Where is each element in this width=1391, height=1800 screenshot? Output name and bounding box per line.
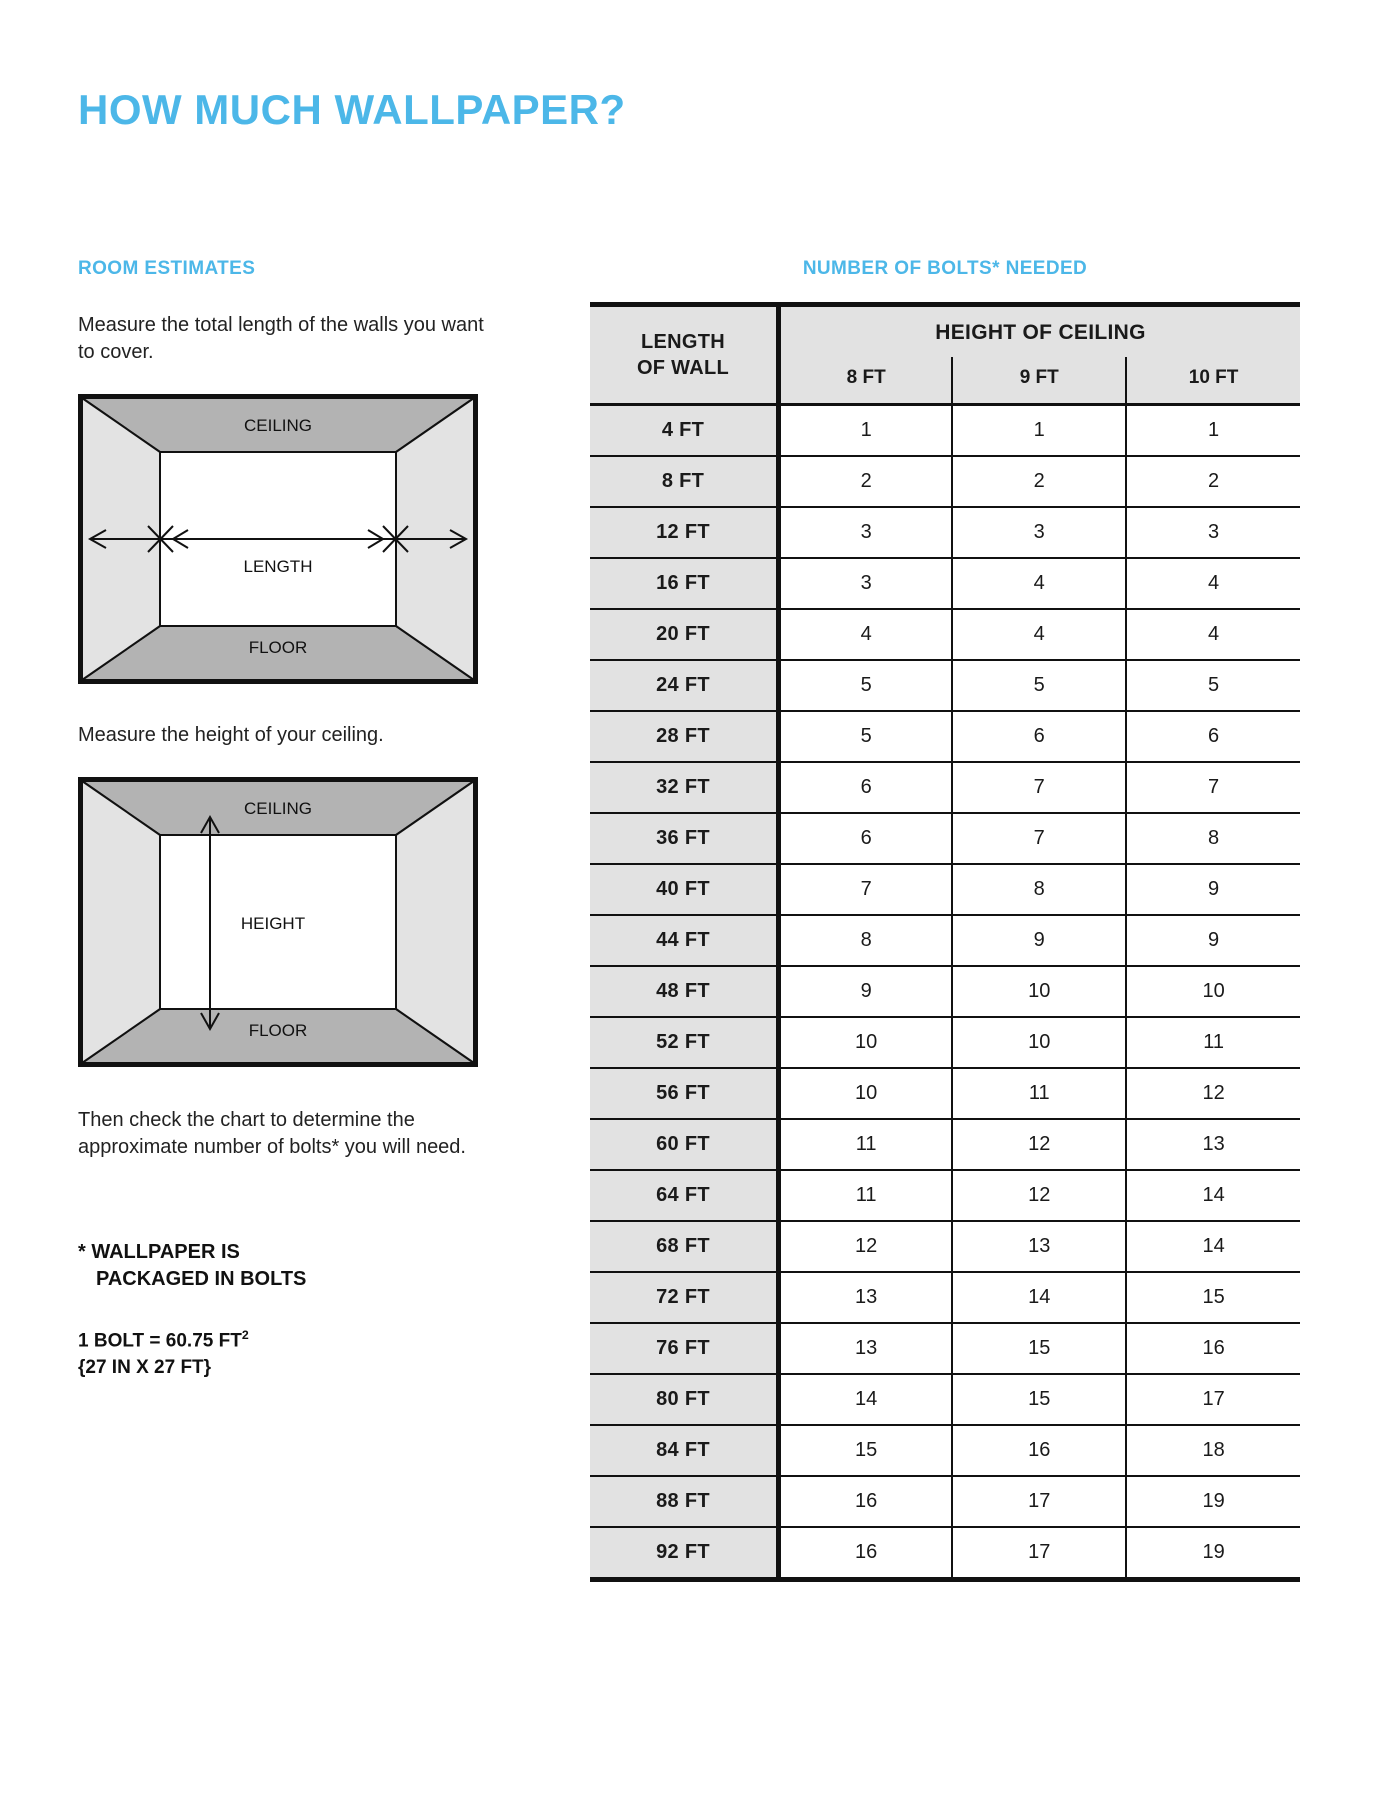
table-row [590,1017,1300,1068]
row-header-wall-length: 84 FT [590,1425,779,1476]
table-header-row-group [590,305,1300,358]
row-header-wall-length: 32 FT [590,762,779,813]
table-row [590,1221,1300,1272]
row-header-wall-length: 56 FT [590,1068,779,1119]
cell-bolts-count: 17 [952,1527,1126,1580]
cell-bolts-count: 5 [1126,660,1300,711]
cell-bolts-count: 4 [779,609,953,660]
row-header-wall-length: 12 FT [590,507,779,558]
row-header-wall-length: 72 FT [590,1272,779,1323]
row-header-wall-length: 28 FT [590,711,779,762]
header-length-line-1: LENGTH [640,331,726,353]
cell-bolts-count: 7 [952,762,1126,813]
cell-bolts-count: 3 [779,507,953,558]
height-label: HEIGHT [240,914,306,933]
cell-bolts-count: 4 [952,558,1126,609]
floor-label: FLOOR [248,1021,308,1040]
header-col-10ft: 10 FT [1126,357,1300,405]
cell-bolts-count: 8 [1126,813,1300,864]
cell-bolts-count: 6 [1126,711,1300,762]
row-header-wall-length: 44 FT [590,915,779,966]
cell-bolts-count: 8 [779,915,953,966]
room-diagram-height [78,777,478,1067]
row-header-wall-length: 36 FT [590,813,779,864]
row-header-wall-length: 60 FT [590,1119,779,1170]
cell-bolts-count: 3 [779,558,953,609]
cell-bolts-count: 3 [952,507,1126,558]
row-header-wall-length: 64 FT [590,1170,779,1221]
table-row [590,711,1300,762]
cell-bolts-count: 13 [779,1323,953,1374]
cell-bolts-count: 6 [952,711,1126,762]
row-header-wall-length: 16 FT [590,558,779,609]
cell-bolts-count: 9 [952,915,1126,966]
footnote-line-2: PACKAGED IN BOLTS [96,1268,307,1290]
table-row [590,1323,1300,1374]
cell-bolts-count: 16 [1126,1323,1300,1374]
header-col-9ft: 9 FT [952,357,1126,405]
table-row [590,1272,1300,1323]
table-row [590,915,1300,966]
table-row [590,1425,1300,1476]
table-row [590,966,1300,1017]
bolts-table-section [590,258,1300,1582]
cell-bolts-count: 13 [779,1272,953,1323]
cell-bolts-count: 1 [1126,405,1300,457]
table-row [590,813,1300,864]
row-header-wall-length: 88 FT [590,1476,779,1527]
cell-bolts-count: 9 [1126,864,1300,915]
table-row [590,558,1300,609]
cell-bolts-count: 15 [952,1323,1126,1374]
cell-bolts-count: 10 [779,1068,953,1119]
table-row [590,864,1300,915]
bolt-size-superscript: 2 [241,1328,249,1342]
row-header-wall-length: 40 FT [590,864,779,915]
instruction-text-1: Measure the total length of the walls you want to cover. [78,314,484,363]
cell-bolts-count: 15 [952,1374,1126,1425]
table-row [590,405,1300,457]
table-row [590,762,1300,813]
cell-bolts-count: 12 [779,1221,953,1272]
header-height-of-ceiling: HEIGHT OF CEILING [779,305,1301,358]
cell-bolts-count: 2 [952,456,1126,507]
bolt-size-line-2: {27 IN X 27 FT} [78,1356,212,1378]
cell-bolts-count: 15 [1126,1272,1300,1323]
cell-bolts-count: 17 [1126,1374,1300,1425]
cell-bolts-count: 18 [1126,1425,1300,1476]
cell-bolts-count: 10 [779,1017,953,1068]
header-length-line-2: OF WALL [636,357,730,379]
cell-bolts-count: 4 [952,609,1126,660]
row-header-wall-length: 8 FT [590,456,779,507]
cell-bolts-count: 14 [779,1374,953,1425]
cell-bolts-count: 16 [952,1425,1126,1476]
table-row [590,660,1300,711]
cell-bolts-count: 5 [779,660,953,711]
row-header-wall-length: 24 FT [590,660,779,711]
bolt-size-line-1 [78,1327,498,1355]
cell-bolts-count: 5 [952,660,1126,711]
cell-bolts-count: 2 [1126,456,1300,507]
table-row [590,1068,1300,1119]
row-header-wall-length: 68 FT [590,1221,779,1272]
cell-bolts-count: 10 [1126,966,1300,1017]
cell-bolts-count: 7 [779,864,953,915]
cell-bolts-count: 12 [952,1170,1126,1221]
table-head [590,305,1300,405]
section-heading-room-estimates: ROOM ESTIMATES [78,258,256,279]
cell-bolts-count: 9 [779,966,953,1017]
cell-bolts-count: 13 [952,1221,1126,1272]
header-col-8ft: 8 FT [779,357,953,405]
cell-bolts-count: 14 [1126,1221,1300,1272]
table-row [590,507,1300,558]
cell-bolts-count: 19 [1126,1527,1300,1580]
cell-bolts-count: 4 [1126,558,1300,609]
cell-bolts-count: 1 [952,405,1126,457]
cell-bolts-count: 12 [952,1119,1126,1170]
table-row [590,1476,1300,1527]
table-row [590,456,1300,507]
table-body [590,405,1300,1580]
cell-bolts-count: 2 [779,456,953,507]
table-row [590,1374,1300,1425]
cell-bolts-count: 16 [779,1527,953,1580]
cell-bolts-count: 7 [1126,762,1300,813]
instruction-text-2: Measure the height of your ceiling. [78,724,384,746]
cell-bolts-count: 10 [952,1017,1126,1068]
row-header-wall-length: 92 FT [590,1527,779,1580]
length-label: LENGTH [243,557,313,576]
floor-label: FLOOR [248,638,308,657]
cell-bolts-count: 4 [1126,609,1300,660]
cell-bolts-count: 6 [779,813,953,864]
table-row [590,609,1300,660]
cell-bolts-count: 11 [1126,1017,1300,1068]
row-header-wall-length: 80 FT [590,1374,779,1425]
table-row [590,1119,1300,1170]
cell-bolts-count: 9 [1126,915,1300,966]
footnote-wallpaper-bolts [78,1239,498,1293]
row-header-wall-length: 48 FT [590,966,779,1017]
cell-bolts-count: 19 [1126,1476,1300,1527]
ceiling-label: CEILING [243,416,313,435]
cell-bolts-count: 11 [779,1119,953,1170]
cell-bolts-count: 7 [952,813,1126,864]
table-row [590,1170,1300,1221]
instruction-text-3: Then check the chart to determine the approximate number of bolts* you will need. [78,1109,466,1158]
cell-bolts-count: 14 [952,1272,1126,1323]
cell-bolts-count: 14 [1126,1170,1300,1221]
cell-bolts-count: 15 [779,1425,953,1476]
row-header-wall-length: 20 FT [590,609,779,660]
cell-bolts-count: 6 [779,762,953,813]
cell-bolts-count: 10 [952,966,1126,1017]
cell-bolts-count: 1 [779,405,953,457]
table-title: NUMBER OF BOLTS* NEEDED [802,258,1088,279]
cell-bolts-count: 16 [779,1476,953,1527]
left-column [78,258,498,1382]
cell-bolts-count: 12 [1126,1068,1300,1119]
cell-bolts-count: 5 [779,711,953,762]
cell-bolts-count: 11 [779,1170,953,1221]
bolt-size-note [78,1327,498,1382]
cell-bolts-count: 17 [952,1476,1126,1527]
bolts-table [590,302,1300,1582]
header-length-of-wall [590,305,779,405]
row-header-wall-length: 52 FT [590,1017,779,1068]
footnote-line-1: * WALLPAPER IS [78,1241,240,1263]
page-title: HOW MUCH WALLPAPER? [78,86,626,134]
cell-bolts-count: 8 [952,864,1126,915]
ceiling-label: CEILING [243,799,313,818]
cell-bolts-count: 11 [952,1068,1126,1119]
room-diagram-length [78,394,478,684]
cell-bolts-count: 3 [1126,507,1300,558]
cell-bolts-count: 13 [1126,1119,1300,1170]
table-row [590,1527,1300,1580]
row-header-wall-length: 76 FT [590,1323,779,1374]
row-header-wall-length: 4 FT [590,405,779,457]
bolt-size-text: 1 BOLT = 60.75 FT [78,1330,242,1352]
